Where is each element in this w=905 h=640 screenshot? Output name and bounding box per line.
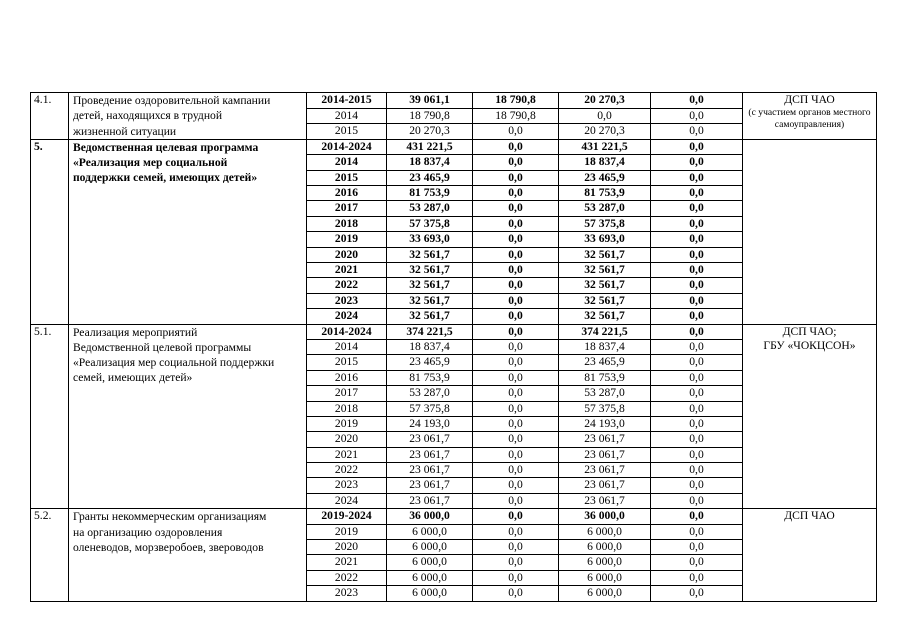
amount-cell: 0,0: [473, 447, 559, 462]
amount-cell: 20 270,3: [387, 124, 473, 140]
budget-table: [30, 92, 877, 602]
amount-cell: 0,0: [473, 263, 559, 278]
amount-cell: 0,0: [473, 570, 559, 585]
amount-cell: 23 061,7: [387, 432, 473, 447]
section-description: [69, 93, 307, 140]
amount-cell: 32 561,7: [387, 278, 473, 293]
amount-cell: 0,0: [651, 478, 743, 493]
description-line: поддержки семей, имеющих детей»: [73, 171, 258, 185]
description-line: «Реализация мер социальной: [73, 156, 228, 170]
amount-cell: 18 837,4: [559, 155, 651, 170]
amount-cell: 0,0: [651, 293, 743, 308]
amount-cell: 81 753,9: [559, 186, 651, 201]
period-cell: 2020: [307, 247, 387, 262]
description-line: «Реализация мер социальной поддержки: [73, 356, 275, 370]
amount-cell: 53 287,0: [559, 386, 651, 401]
period-cell: 2018: [307, 216, 387, 231]
period-cell: 2016: [307, 370, 387, 385]
amount-cell: 53 287,0: [559, 201, 651, 216]
amount-cell: 0,0: [651, 570, 743, 585]
amount-cell: 0,0: [651, 386, 743, 401]
amount-cell: 0,0: [473, 432, 559, 447]
amount-cell: 23 061,7: [559, 493, 651, 508]
amount-cell: 0,0: [651, 355, 743, 370]
amount-cell: 0,0: [473, 124, 559, 140]
amount-cell: 6 000,0: [387, 586, 473, 601]
amount-cell: 0,0: [651, 263, 743, 278]
amount-cell: 0,0: [473, 247, 559, 262]
amount-cell: 0,0: [651, 93, 743, 109]
amount-cell: 18 790,8: [387, 108, 473, 124]
amount-cell: 6 000,0: [387, 570, 473, 585]
amount-cell: 57 375,8: [387, 216, 473, 231]
amount-cell: 0,0: [473, 232, 559, 247]
amount-cell: 32 561,7: [559, 293, 651, 308]
amount-cell: 53 287,0: [387, 201, 473, 216]
amount-cell: 0,0: [473, 416, 559, 431]
period-cell: 2023: [307, 586, 387, 601]
responsible-party: [743, 139, 877, 324]
amount-cell: 0,0: [651, 447, 743, 462]
period-cell: 2019: [307, 524, 387, 539]
amount-cell: 0,0: [651, 586, 743, 601]
period-cell: 2019: [307, 416, 387, 431]
amount-cell: 81 753,9: [387, 186, 473, 201]
period-cell: 2023: [307, 293, 387, 308]
description-line: на организацию оздоровления: [73, 525, 223, 539]
amount-cell: 0,0: [473, 493, 559, 508]
description-line: Ведомственной целевой программы: [73, 340, 252, 354]
description-line: Ведомственная целевая программа: [73, 140, 259, 154]
amount-cell: 23 061,7: [387, 493, 473, 508]
period-cell: 2022: [307, 463, 387, 478]
description-line: Гранты некоммерческим организациям: [73, 510, 267, 524]
amount-cell: 36 000,0: [387, 509, 473, 524]
period-cell: 2024: [307, 493, 387, 508]
table-row: [31, 509, 877, 524]
amount-cell: 6 000,0: [559, 586, 651, 601]
period-cell: 2021: [307, 263, 387, 278]
period-cell: 2016: [307, 186, 387, 201]
section-description: [69, 139, 307, 324]
amount-cell: 0,0: [651, 247, 743, 262]
amount-cell: 374 221,5: [559, 324, 651, 339]
amount-cell: 18 837,4: [559, 339, 651, 354]
amount-cell: 57 375,8: [559, 216, 651, 231]
amount-cell: 32 561,7: [387, 309, 473, 324]
amount-cell: 6 000,0: [559, 555, 651, 570]
period-cell: 2014: [307, 155, 387, 170]
section-description: [69, 324, 307, 509]
description-line: семей, имеющих детей»: [73, 371, 193, 385]
period-cell: 2015: [307, 355, 387, 370]
responsible-main: ДСП ЧАО: [784, 93, 835, 106]
amount-cell: 32 561,7: [559, 278, 651, 293]
amount-cell: 32 561,7: [559, 309, 651, 324]
budget-table-page: [30, 92, 877, 602]
amount-cell: 53 287,0: [387, 386, 473, 401]
amount-cell: 6 000,0: [559, 570, 651, 585]
amount-cell: 0,0: [473, 386, 559, 401]
amount-cell: 6 000,0: [387, 524, 473, 539]
responsible-note: (с участием органов местного самоуправления): [748, 107, 871, 130]
responsible-party: [743, 324, 877, 509]
responsible-main: ДСП ЧАО: [784, 509, 835, 523]
amount-cell: 6 000,0: [387, 555, 473, 570]
amount-cell: 0,0: [651, 232, 743, 247]
amount-cell: 431 221,5: [387, 139, 473, 154]
amount-cell: 33 693,0: [559, 232, 651, 247]
amount-cell: 0,0: [473, 324, 559, 339]
amount-cell: 374 221,5: [387, 324, 473, 339]
amount-cell: 23 061,7: [559, 432, 651, 447]
amount-cell: 23 061,7: [559, 478, 651, 493]
amount-cell: 18 790,8: [473, 108, 559, 124]
period-cell: 2014-2024: [307, 139, 387, 154]
amount-cell: 0,0: [473, 586, 559, 601]
period-cell: 2020: [307, 432, 387, 447]
amount-cell: 81 753,9: [387, 370, 473, 385]
amount-cell: 23 061,7: [559, 447, 651, 462]
amount-cell: 0,0: [651, 509, 743, 524]
amount-cell: 0,0: [473, 201, 559, 216]
period-cell: 2018: [307, 401, 387, 416]
period-cell: 2022: [307, 570, 387, 585]
amount-cell: 18 837,4: [387, 339, 473, 354]
period-cell: 2023: [307, 478, 387, 493]
amount-cell: 6 000,0: [559, 524, 651, 539]
table-row: [31, 93, 877, 109]
amount-cell: 0,0: [473, 524, 559, 539]
period-cell: 2014-2015: [307, 93, 387, 109]
amount-cell: 6 000,0: [387, 540, 473, 555]
period-cell: 2020: [307, 540, 387, 555]
amount-cell: 0,0: [651, 493, 743, 508]
amount-cell: 23 465,9: [387, 355, 473, 370]
amount-cell: 0,0: [651, 201, 743, 216]
amount-cell: 0,0: [473, 155, 559, 170]
amount-cell: 0,0: [473, 293, 559, 308]
period-cell: 2015: [307, 170, 387, 185]
amount-cell: 0,0: [473, 355, 559, 370]
amount-cell: 20 270,3: [559, 124, 651, 140]
table-row: [31, 324, 877, 339]
amount-cell: 23 061,7: [387, 463, 473, 478]
amount-cell: 0,0: [473, 370, 559, 385]
section-index: 5.: [31, 139, 69, 324]
amount-cell: 0,0: [473, 463, 559, 478]
period-cell: 2024: [307, 309, 387, 324]
amount-cell: 0,0: [651, 124, 743, 140]
description-line: детей, находящихся в трудной: [73, 109, 223, 123]
amount-cell: 0,0: [651, 108, 743, 124]
period-cell: 2017: [307, 386, 387, 401]
period-cell: 2021: [307, 555, 387, 570]
amount-cell: 0,0: [651, 540, 743, 555]
amount-cell: 0,0: [473, 309, 559, 324]
description-line: Реализация мероприятий: [73, 325, 198, 339]
amount-cell: 0,0: [651, 416, 743, 431]
amount-cell: 0,0: [473, 170, 559, 185]
amount-cell: 0,0: [651, 278, 743, 293]
period-cell: 2015: [307, 124, 387, 140]
amount-cell: 81 753,9: [559, 370, 651, 385]
period-cell: 2014-2024: [307, 324, 387, 339]
amount-cell: 0,0: [651, 155, 743, 170]
amount-cell: 36 000,0: [559, 509, 651, 524]
amount-cell: 0,0: [651, 370, 743, 385]
section-description: [69, 509, 307, 601]
amount-cell: 23 465,9: [559, 170, 651, 185]
responsible-party: [743, 509, 877, 601]
amount-cell: 0,0: [651, 339, 743, 354]
amount-cell: 32 561,7: [387, 293, 473, 308]
amount-cell: 0,0: [651, 216, 743, 231]
responsible-secondary: ГБУ «ЧОКЦСОН»: [763, 338, 856, 352]
amount-cell: 23 465,9: [559, 355, 651, 370]
period-cell: 2014: [307, 339, 387, 354]
section-index: 5.2.: [31, 509, 69, 601]
section-index: 4.1.: [31, 93, 69, 140]
responsible-party: [743, 93, 877, 140]
amount-cell: 0,0: [473, 401, 559, 416]
amount-cell: 57 375,8: [387, 401, 473, 416]
period-cell: 2022: [307, 278, 387, 293]
amount-cell: 39 061,1: [387, 93, 473, 109]
amount-cell: 0,0: [651, 170, 743, 185]
amount-cell: 0,0: [473, 540, 559, 555]
amount-cell: 23 061,7: [387, 447, 473, 462]
amount-cell: 0,0: [559, 108, 651, 124]
amount-cell: 6 000,0: [559, 540, 651, 555]
amount-cell: 0,0: [473, 509, 559, 524]
amount-cell: 0,0: [651, 524, 743, 539]
amount-cell: 18 837,4: [387, 155, 473, 170]
period-cell: 2017: [307, 201, 387, 216]
description-line: жизненной ситуации: [73, 124, 177, 138]
amount-cell: 0,0: [473, 555, 559, 570]
responsible-main: ДСП ЧАО;: [782, 324, 837, 338]
amount-cell: 0,0: [651, 309, 743, 324]
amount-cell: 57 375,8: [559, 401, 651, 416]
amount-cell: 23 061,7: [559, 463, 651, 478]
amount-cell: 33 693,0: [387, 232, 473, 247]
amount-cell: 0,0: [651, 463, 743, 478]
section-index: 5.1.: [31, 324, 69, 509]
amount-cell: 24 193,0: [559, 416, 651, 431]
amount-cell: 18 790,8: [473, 93, 559, 109]
amount-cell: 0,0: [651, 186, 743, 201]
period-cell: 2019-2024: [307, 509, 387, 524]
amount-cell: 24 193,0: [387, 416, 473, 431]
table-row: [31, 139, 877, 154]
period-cell: 2021: [307, 447, 387, 462]
amount-cell: 0,0: [651, 432, 743, 447]
amount-cell: 32 561,7: [559, 263, 651, 278]
description-line: Проведение оздоровительной кампании: [73, 94, 271, 107]
amount-cell: 0,0: [473, 278, 559, 293]
amount-cell: 0,0: [651, 324, 743, 339]
amount-cell: 32 561,7: [387, 263, 473, 278]
amount-cell: 0,0: [473, 478, 559, 493]
amount-cell: 431 221,5: [559, 139, 651, 154]
amount-cell: 0,0: [473, 339, 559, 354]
amount-cell: 0,0: [651, 139, 743, 154]
amount-cell: 23 465,9: [387, 170, 473, 185]
amount-cell: 20 270,3: [559, 93, 651, 109]
period-cell: 2019: [307, 232, 387, 247]
amount-cell: 0,0: [651, 401, 743, 416]
amount-cell: 0,0: [473, 216, 559, 231]
amount-cell: 0,0: [473, 186, 559, 201]
period-cell: 2014: [307, 108, 387, 124]
amount-cell: 32 561,7: [387, 247, 473, 262]
amount-cell: 23 061,7: [387, 478, 473, 493]
description-line: оленеводов, морзверобоев, звероводов: [73, 540, 264, 554]
amount-cell: 0,0: [473, 139, 559, 154]
amount-cell: 0,0: [651, 555, 743, 570]
amount-cell: 32 561,7: [559, 247, 651, 262]
